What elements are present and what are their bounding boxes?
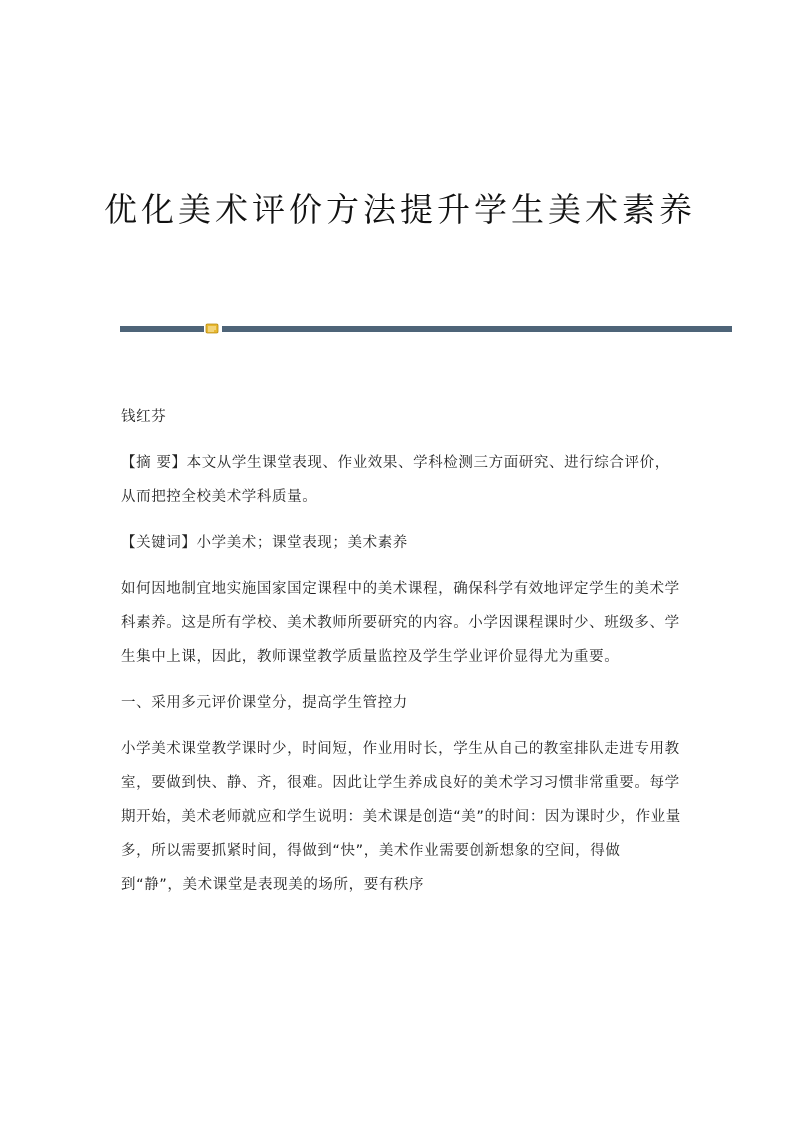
title-rule-left	[120, 326, 204, 332]
keywords-paragraph: 【关键词】小学美术；课堂表现；美术素养	[121, 535, 408, 551]
title-rule-right	[222, 326, 732, 332]
book-ornament-icon	[205, 322, 219, 335]
author-name: 钱红芬	[121, 409, 167, 425]
section-heading: 一、采用多元评价课堂分，提高学生管控力	[121, 695, 408, 711]
document-title: 优化美术评价方法提升学生美术素养	[104, 190, 696, 229]
body-paragraph: 小学美术课堂教学课时少，时间短，作业用时长，学生从自己的教室排队走进专用教室，要做到快、静、齐，很难。因此让学生养成良好的美术学习习惯非常重要。每学期开始，美术老师就应和学生说明：美术课是创造“美”的时间：因为课时少，作业量多，所以需要抓紧时间，得做到“快”，美术作业需要创新想象的空间，得做到“静”，美术课堂是表现美的场所，要有秩序	[121, 741, 681, 893]
document-body	[121, 400, 681, 914]
body-paragraph: 如何因地制宜地实施国家国定课程中的美术课程，确保科学有效地评定学生的美术学科素养。这是所有学校、美术教师所要研究的内容。小学因课程课时少、班级多、学生集中上课，因此，教师课堂教学质量监控及学生学业评价显得尤为重要。	[121, 581, 680, 665]
abstract-paragraph: 【摘 要】本文从学生课堂表现、作业效果、学科检测三方面研究、进行综合评价，从而把控全校美术学科质量。	[121, 455, 670, 505]
